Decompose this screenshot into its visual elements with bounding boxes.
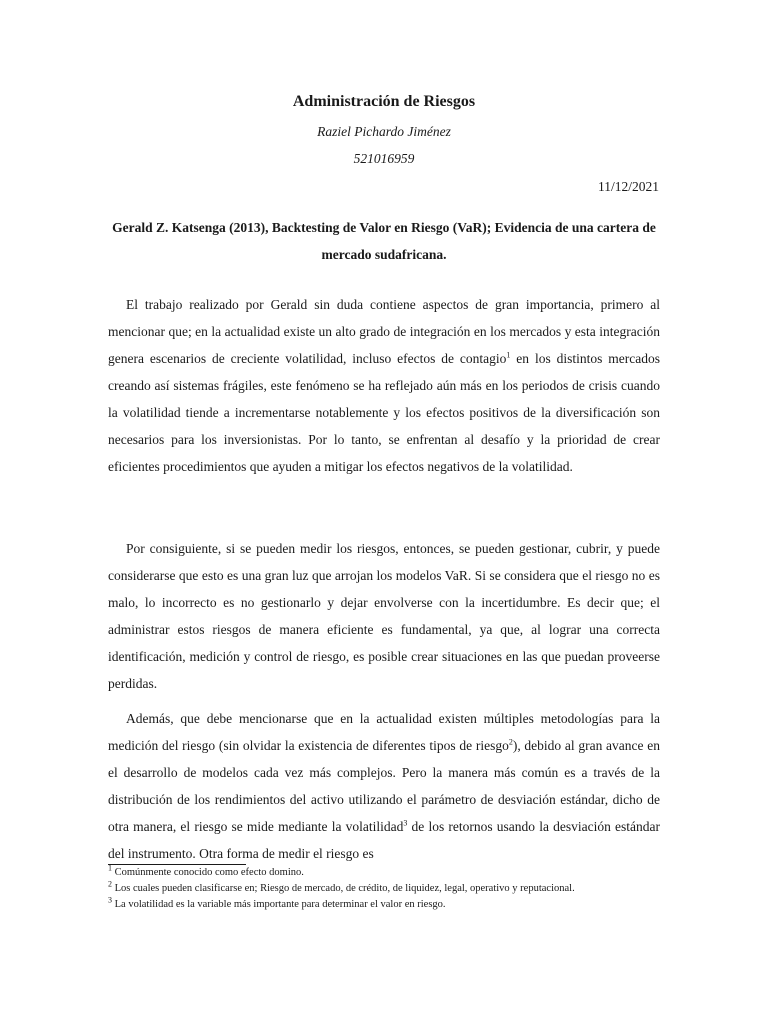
footnote-ref-2: 2 <box>508 737 513 747</box>
paragraph-3 <box>108 705 660 867</box>
document-date: 11/12/2021 <box>597 179 659 194</box>
student-id: 521016959 <box>353 151 415 166</box>
footnote-1 <box>108 863 660 880</box>
footnote-ref-1: 1 <box>506 350 511 360</box>
paragraph-1-text-b: en los distintos mercados creando así sistemas frágiles, este fenómeno se ha reflejado aún más en los periodos de crisis cuando la volatilidad tiende a incrementarse notablemente y los efectos positivos de la diversificación son necesarios para los inversionistas. Por lo tanto, se enfrentan al desafío y la prioridad de crear eficientes procedimientos que ayuden a mitigar los efectos negativos de la volatilidad. <box>108 351 660 474</box>
paragraph-3-text-a: Además, que debe mencionarse que en la actualidad existen múltiples metodologías para la medición del riesgo (sin olvidar la existencia de diferentes tipos de riesgo <box>108 711 660 753</box>
document-title: Administración de Riesgos <box>292 93 476 110</box>
footnotes <box>108 863 660 914</box>
paragraph-1-text-a: El trabajo realizado por Gerald sin duda contiene aspectos de gran importancia, primero al mencionar que; en la actualidad existe un alto grado de integración en los mercados y esta integración genera escenarios de creciente volatilidad, incluso efectos de contagio <box>108 297 660 366</box>
author-name: Raziel Pichardo Jiménez <box>317 124 451 139</box>
footnote-separator <box>108 864 246 865</box>
footnote-2-number: 2 <box>108 879 112 889</box>
footnote-3-text: La volatilidad es la variable más importante para determinar el valor en riesgo. <box>112 899 446 910</box>
footnote-1-text: Comúnmente conocido como efecto domino. <box>112 867 304 878</box>
footnote-2-text: Los cuales pueden clasificarse en; Riesgo de mercado, de crédito, de liquidez, legal, operativo y reputacional. <box>112 883 575 894</box>
article-reference-heading: Gerald Z. Katsenga (2013), Backtesting de Valor en Riesgo (VaR); Evidencia de una cartera de mercado sudafricana. <box>112 220 656 262</box>
paragraph-2: Por consiguiente, si se pueden medir los riesgos, entonces, se pueden gestionar, cubrir, y puede considerarse que esto es una gran luz que arrojan los modelos VaR. Si se considera que el riesgo no es malo, lo incorrecto es no gestionarlo y dejar envolverse con la incertidumbre. Es decir que; el administrar estos riesgos de manera eficiente es fundamental, ya que, al lograr una correcta identificación, medición y control de riesgo, es posible crear situaciones en las que puedan proveerse perdidas. <box>108 541 660 691</box>
footnote-3-number: 3 <box>108 895 112 905</box>
paragraph-3-text-b: ), debido al gran avance en el desarrollo de modelos cada vez más complejos. Pero la manera más común es a través de la distribución de los rendimientos del activo utilizando el parámetro de desviación estándar, dicho de otra manera, el riesgo se mide mediante la volatilidad <box>108 738 660 834</box>
footnote-1-number: 1 <box>108 863 112 873</box>
footnote-ref-3: 3 <box>403 818 408 828</box>
paragraph-3-text-c: de los retornos usando la desviación estándar del instrumento. Otra forma de medir el riesgo es <box>108 819 660 861</box>
footnote-3 <box>108 895 660 912</box>
paragraph-1 <box>108 291 660 480</box>
footnote-2 <box>108 879 660 896</box>
